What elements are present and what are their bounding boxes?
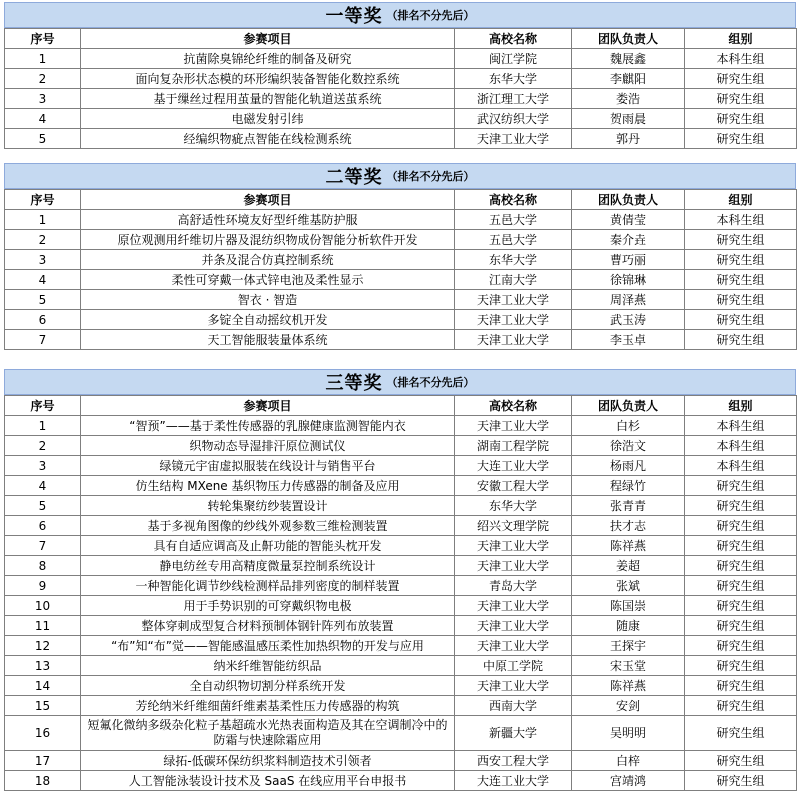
cell-school: 五邑大学: [455, 230, 572, 250]
cell-project: 电磁发射引纬: [81, 109, 455, 129]
awards-table: [4, 189, 797, 350]
cell-leader: 魏展鑫: [572, 49, 685, 69]
cell-index: 6: [5, 516, 81, 536]
cell-group: 本科生组: [685, 436, 797, 456]
cell-school: 浙江理工大学: [455, 89, 572, 109]
cell-leader: 武玉涛: [572, 310, 685, 330]
cell-leader: 安剑: [572, 696, 685, 716]
cell-group: 研究生组: [685, 716, 797, 751]
cell-index: 7: [5, 536, 81, 556]
cell-index: 6: [5, 310, 81, 330]
section-title: 二等奖: [325, 167, 383, 188]
cell-project: 仿生结构 MXene 基织物压力传感器的制备及应用: [81, 476, 455, 496]
table-row: [5, 751, 797, 771]
cell-leader: 张斌: [572, 576, 685, 596]
table-row: [5, 656, 797, 676]
table-row: [5, 496, 797, 516]
cell-group: 研究生组: [685, 616, 797, 636]
section-title: 一等奖: [325, 6, 383, 27]
section-note: （排名不分先后）: [386, 376, 475, 389]
header-leader: 团队负责人: [572, 190, 685, 210]
cell-project: 面向复杂形状态模的环形编织装备智能化数控系统: [81, 69, 455, 89]
cell-project: 一种智能化调节纱线检测样品排列密度的制样装置: [81, 576, 455, 596]
cell-index: 3: [5, 250, 81, 270]
cell-leader: 曹巧丽: [572, 250, 685, 270]
header-group: 组别: [685, 396, 797, 416]
cell-index: 3: [5, 456, 81, 476]
table-row: [5, 250, 797, 270]
cell-school: 天津工业大学: [455, 416, 572, 436]
cell-index: 7: [5, 330, 81, 350]
cell-project: 具有自适应调高及止鼾功能的智能头枕开发: [81, 536, 455, 556]
cell-group: 研究生组: [685, 656, 797, 676]
cell-project: 抗菌除臭锦纶纤维的制备及研究: [81, 49, 455, 69]
cell-project: 原位观测用纤维切片器及混纺织物成份智能分析软件开发: [81, 230, 455, 250]
cell-leader: 杨雨凡: [572, 456, 685, 476]
cell-project: 多锭全自动摇纹机开发: [81, 310, 455, 330]
table-row: [5, 456, 797, 476]
cell-leader: 贺雨晨: [572, 109, 685, 129]
cell-index: 4: [5, 476, 81, 496]
cell-group: 研究生组: [685, 496, 797, 516]
cell-leader: 姜超: [572, 556, 685, 576]
cell-index: 3: [5, 89, 81, 109]
header-index: 序号: [5, 29, 81, 49]
header-school: 高校名称: [455, 29, 572, 49]
cell-school: 中原工学院: [455, 656, 572, 676]
cell-school: 天津工业大学: [455, 616, 572, 636]
cell-project: 织物动态导湿排汗原位测试仪: [81, 436, 455, 456]
cell-school: 东华大学: [455, 496, 572, 516]
cell-index: 5: [5, 290, 81, 310]
table-row: [5, 416, 797, 436]
cell-project: 柔性可穿戴一体式锌电池及柔性显示: [81, 270, 455, 290]
cell-leader: 徐浩文: [572, 436, 685, 456]
section-banner: [4, 163, 796, 189]
cell-group: 研究生组: [685, 536, 797, 556]
table-header-row: [5, 190, 797, 210]
header-school: 高校名称: [455, 396, 572, 416]
table-row: [5, 330, 797, 350]
cell-leader: 郭丹: [572, 129, 685, 149]
header-group: 组别: [685, 29, 797, 49]
cell-school: 湖南工程学院: [455, 436, 572, 456]
cell-group: 研究生组: [685, 129, 797, 149]
cell-leader: 扶才志: [572, 516, 685, 536]
cell-group: 研究生组: [685, 290, 797, 310]
table-row: [5, 210, 797, 230]
cell-school: 绍兴文理学院: [455, 516, 572, 536]
awards-table: [4, 28, 797, 149]
cell-leader: 秦介垚: [572, 230, 685, 250]
table-row: [5, 716, 797, 751]
cell-project: 经编织物疵点智能在线检测系统: [81, 129, 455, 149]
cell-project: 全自动织物切割分样系统开发: [81, 676, 455, 696]
cell-project: 人工智能泳装设计技术及 SaaS 在线应用平台申报书: [81, 771, 455, 791]
header-index: 序号: [5, 190, 81, 210]
cell-index: 1: [5, 416, 81, 436]
cell-group: 研究生组: [685, 696, 797, 716]
cell-project: 并条及混合仿真控制系统: [81, 250, 455, 270]
cell-leader: 随康: [572, 616, 685, 636]
cell-leader: 程绿竹: [572, 476, 685, 496]
cell-index: 13: [5, 656, 81, 676]
cell-school: 天津工业大学: [455, 596, 572, 616]
cell-leader: 娄浩: [572, 89, 685, 109]
cell-leader: 陈祥燕: [572, 536, 685, 556]
cell-project: 转轮集聚纺纱装置设计: [81, 496, 455, 516]
header-index: 序号: [5, 396, 81, 416]
cell-index: 17: [5, 751, 81, 771]
section-note: （排名不分先后）: [386, 9, 475, 22]
cell-school: 天津工业大学: [455, 310, 572, 330]
cell-leader: 李玉卓: [572, 330, 685, 350]
cell-project: 基于多视角图像的纱线外观参数三维检测装置: [81, 516, 455, 536]
table-row: [5, 476, 797, 496]
cell-project: “布”知“布”觉——智能感温感压柔性加热织物的开发与应用: [81, 636, 455, 656]
table-row: [5, 129, 797, 149]
table-row: [5, 69, 797, 89]
cell-leader: 白杉: [572, 416, 685, 436]
cell-school: 西安工程大学: [455, 751, 572, 771]
section-title: 三等奖: [325, 373, 383, 394]
cell-school: 天津工业大学: [455, 556, 572, 576]
cell-school: 天津工业大学: [455, 636, 572, 656]
table-row: [5, 596, 797, 616]
table-row: [5, 676, 797, 696]
cell-school: 安徽工程大学: [455, 476, 572, 496]
header-school: 高校名称: [455, 190, 572, 210]
awards-table: [4, 395, 797, 791]
cell-index: 2: [5, 69, 81, 89]
cell-group: 本科生组: [685, 210, 797, 230]
cell-school: 大连工业大学: [455, 456, 572, 476]
cell-school: 天津工业大学: [455, 129, 572, 149]
cell-group: 研究生组: [685, 330, 797, 350]
cell-index: 18: [5, 771, 81, 791]
cell-leader: 陈祥燕: [572, 676, 685, 696]
header-project: 参赛项目: [81, 396, 455, 416]
cell-leader: 白梓: [572, 751, 685, 771]
table-header-row: [5, 29, 797, 49]
cell-group: 研究生组: [685, 250, 797, 270]
cell-project: 芳纶纳米纤维细菌纤维素基柔性压力传感器的构筑: [81, 696, 455, 716]
cell-index: 5: [5, 496, 81, 516]
cell-group: 研究生组: [685, 476, 797, 496]
cell-index: 4: [5, 270, 81, 290]
cell-project: 用于手势识别的可穿戴织物电极: [81, 596, 455, 616]
table-row: [5, 89, 797, 109]
cell-school: 江南大学: [455, 270, 572, 290]
cell-group: 研究生组: [685, 636, 797, 656]
table-row: [5, 636, 797, 656]
cell-project: 基于缫丝过程用茧量的智能化轨道送茧系统: [81, 89, 455, 109]
cell-leader: 张青青: [572, 496, 685, 516]
cell-group: 研究生组: [685, 676, 797, 696]
cell-index: 16: [5, 716, 81, 751]
cell-group: 研究生组: [685, 109, 797, 129]
cell-project: 智衣 · 智造: [81, 290, 455, 310]
header-project: 参赛项目: [81, 29, 455, 49]
table-header-row: [5, 396, 797, 416]
cell-index: 15: [5, 696, 81, 716]
cell-index: 1: [5, 210, 81, 230]
cell-group: 研究生组: [685, 270, 797, 290]
cell-school: 天津工业大学: [455, 676, 572, 696]
table-row: [5, 536, 797, 556]
cell-school: 东华大学: [455, 69, 572, 89]
cell-index: 8: [5, 556, 81, 576]
cell-index: 2: [5, 230, 81, 250]
second-prize-section: [4, 163, 796, 350]
cell-school: 大连工业大学: [455, 771, 572, 791]
header-project: 参赛项目: [81, 190, 455, 210]
cell-index: 9: [5, 576, 81, 596]
cell-group: 研究生组: [685, 69, 797, 89]
cell-school: 天津工业大学: [455, 330, 572, 350]
table-row: [5, 556, 797, 576]
cell-group: 本科生组: [685, 456, 797, 476]
table-row: [5, 516, 797, 536]
table-row: [5, 696, 797, 716]
cell-group: 研究生组: [685, 230, 797, 250]
cell-leader: 周泽燕: [572, 290, 685, 310]
cell-group: 研究生组: [685, 516, 797, 536]
cell-group: 研究生组: [685, 310, 797, 330]
table-row: [5, 49, 797, 69]
section-note: （排名不分先后）: [386, 170, 475, 183]
cell-school: 西南大学: [455, 696, 572, 716]
cell-project: 静电纺丝专用高精度微量泵控制系统设计: [81, 556, 455, 576]
cell-school: 闽江学院: [455, 49, 572, 69]
cell-project: 天工智能服装量体系统: [81, 330, 455, 350]
cell-group: 本科生组: [685, 49, 797, 69]
cell-leader: 黄倩莹: [572, 210, 685, 230]
cell-index: 14: [5, 676, 81, 696]
cell-school: 天津工业大学: [455, 536, 572, 556]
section-banner: [4, 369, 796, 395]
cell-group: 本科生组: [685, 416, 797, 436]
cell-project: “智预”——基于柔性传感器的乳腺健康监测智能内衣: [81, 416, 455, 436]
cell-index: 1: [5, 49, 81, 69]
cell-group: 研究生组: [685, 89, 797, 109]
cell-leader: 陈国崇: [572, 596, 685, 616]
cell-index: 5: [5, 129, 81, 149]
cell-leader: 吴明明: [572, 716, 685, 751]
section-banner: [4, 2, 796, 28]
first-prize-section: [4, 2, 796, 149]
cell-index: 11: [5, 616, 81, 636]
cell-leader: 王探宇: [572, 636, 685, 656]
cell-school: 武汉纺织大学: [455, 109, 572, 129]
cell-project: 整体穿刺成型复合材料预制体钢针阵列布放装置: [81, 616, 455, 636]
cell-school: 新疆大学: [455, 716, 572, 751]
cell-school: 青岛大学: [455, 576, 572, 596]
cell-leader: 宫靖鸿: [572, 771, 685, 791]
table-row: [5, 310, 797, 330]
table-row: [5, 576, 797, 596]
cell-group: 研究生组: [685, 576, 797, 596]
cell-index: 4: [5, 109, 81, 129]
cell-index: 12: [5, 636, 81, 656]
table-row: [5, 290, 797, 310]
third-prize-section: [4, 369, 796, 791]
cell-project: 高舒适性环境友好型纤维基防护服: [81, 210, 455, 230]
cell-project: 纳米纤维智能纺织品: [81, 656, 455, 676]
cell-leader: 李麒阳: [572, 69, 685, 89]
cell-project: 短氟化微纳多级杂化粒子基超疏水光热表面构造及其在空调制冷中的防霜与快速除霜应用: [81, 716, 455, 751]
header-leader: 团队负责人: [572, 396, 685, 416]
cell-project: 绿镜元宇宙虚拟服装在线设计与销售平台: [81, 456, 455, 476]
table-row: [5, 771, 797, 791]
cell-school: 东华大学: [455, 250, 572, 270]
header-leader: 团队负责人: [572, 29, 685, 49]
cell-group: 研究生组: [685, 771, 797, 791]
table-row: [5, 270, 797, 290]
table-row: [5, 230, 797, 250]
cell-school: 天津工业大学: [455, 290, 572, 310]
cell-leader: 宋玉堂: [572, 656, 685, 676]
cell-school: 五邑大学: [455, 210, 572, 230]
table-row: [5, 109, 797, 129]
cell-group: 研究生组: [685, 556, 797, 576]
cell-group: 研究生组: [685, 596, 797, 616]
cell-index: 10: [5, 596, 81, 616]
cell-group: 研究生组: [685, 751, 797, 771]
cell-leader: 徐锦琳: [572, 270, 685, 290]
cell-project: 绿拓-低碳环保纺织浆料制造技术引领者: [81, 751, 455, 771]
table-row: [5, 616, 797, 636]
table-row: [5, 436, 797, 456]
header-group: 组别: [685, 190, 797, 210]
cell-index: 2: [5, 436, 81, 456]
